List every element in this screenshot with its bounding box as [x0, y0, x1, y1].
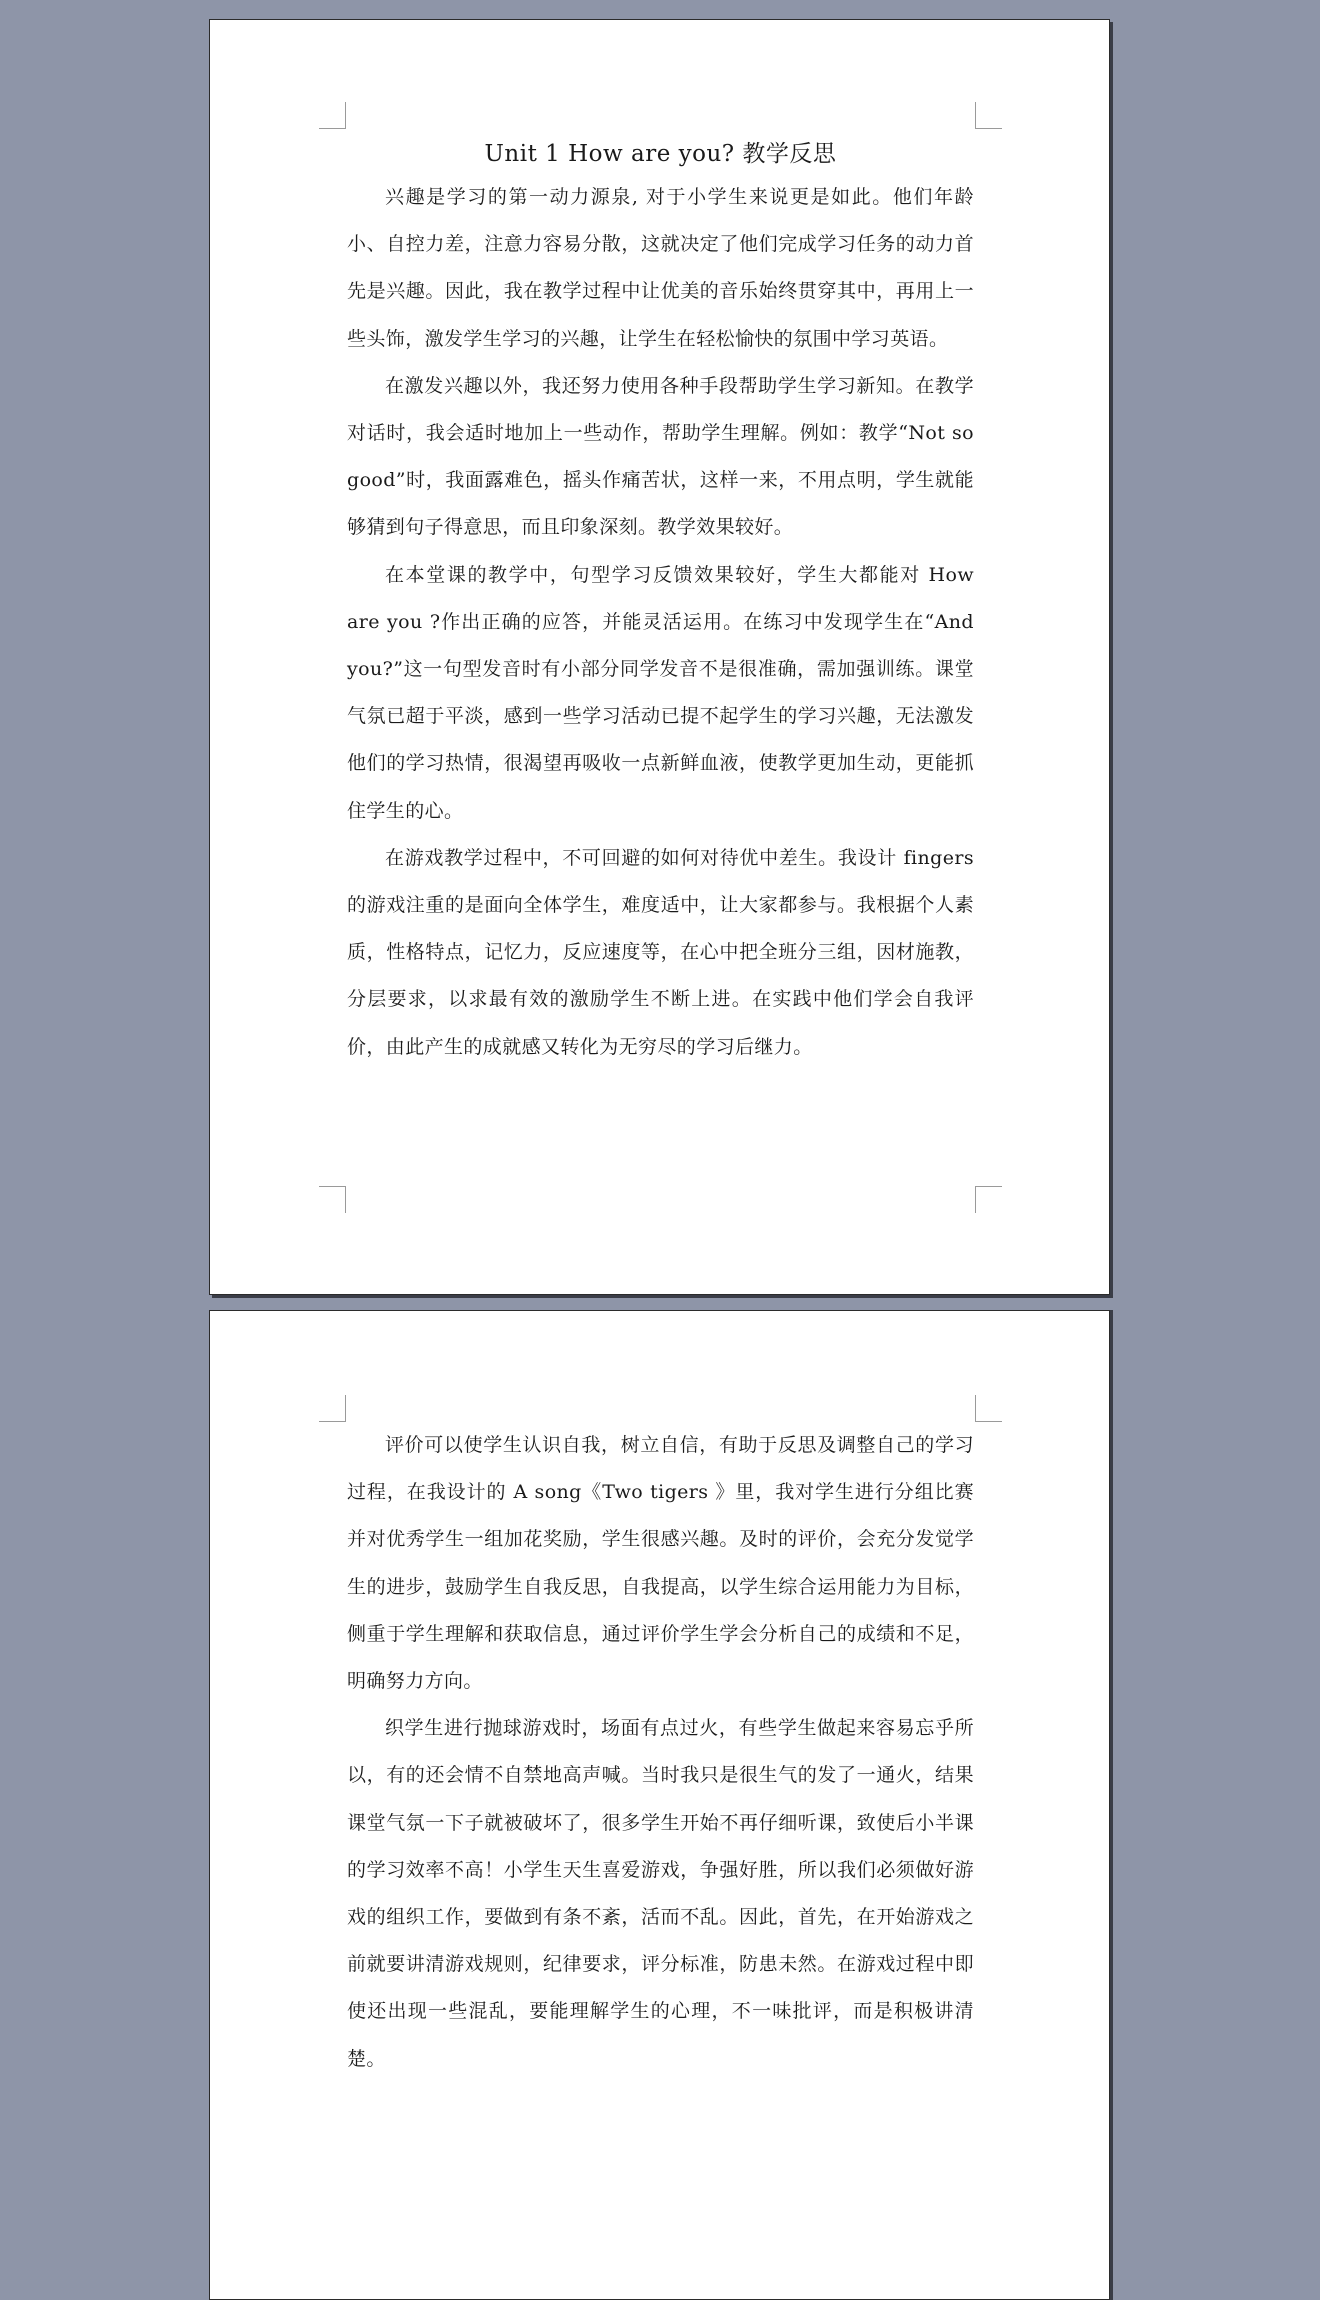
- paragraph: 评价可以使学生认识自我，树立自信，有助于反思及调整自己的学习过程，在我设计的 A song《Two tigers 》里，我对学生进行分组比赛并对优秀学生一组加花奖励，学生很感兴趣。及时的评价，会充分发觉学生的进步，鼓励学生自我反思，自我提高，以学生综合运用能力为目标，侧重于学生理解和获取信息，通过评价学生学会分析自己的成绩和不足，明确努力方向。: [347, 1434, 974, 1693]
- paragraph: 在激发兴趣以外，我还努力使用各种手段帮助学生学习新知。在教学对话时，我会适时地加上一些动作，帮助学生理解。例如：教学“Not so good”时，我面露难色，摇头作痛苦状，这样一来，不用点明，学生就能够猜到句子得意思，而且印象深刻。教学效果较好。: [347, 374, 974, 539]
- paragraph: 在本堂课的教学中，句型学习反馈效果较好，学生大都能对 How are you ?作出正确的应答，并能灵活运用。在练习中发现学生在“And you?”这一句型发音时有小部分同学发音不是很准确，需加强训练。课堂气氛已超于平淡，感到一些学习活动已提不起学生的学习兴趣，无法激发他们的学习热情，很渴望再吸收一点新鲜血液，使教学更加生动，更能抓住学生的心。: [347, 563, 974, 822]
- document-page-1: [209, 19, 1110, 1295]
- document-title: Unit 1 How are you? 教学反思: [484, 141, 837, 167]
- margin-corner-top-left: [319, 1395, 346, 1422]
- margin-corner-top-right: [975, 1395, 1002, 1422]
- paragraph: 织学生进行抛球游戏时，场面有点过火，有些学生做起来容易忘乎所以，有的还会情不自禁地高声喊。当时我只是很生气的发了一通火，结果课堂气氛一下子就被破坏了，很多学生开始不再仔细听课，致使后小半课的学习效率不高！小学生天生喜爱游戏，争强好胜，所以我们必须做好游戏的组织工作，要做到有条不紊，活而不乱。因此，首先，在开始游戏之前就要讲清游戏规则，纪律要求，评分标准，防患未然。在游戏过程中即使还出现一些混乱，要能理解学生的心理，不一味批评，而是积极讲清楚。: [347, 1717, 974, 2070]
- page-2-body[interactable]: [347, 1422, 974, 2083]
- document-page-2: [209, 1310, 1110, 2300]
- margin-corner-top-right: [975, 102, 1002, 129]
- paragraph: 在游戏教学过程中，不可回避的如何对待优中差生。我设计 fingers 的游戏注重的是面向全体学生，难度适中，让大家都参与。我根据个人素质，性格特点，记忆力，反应速度等，在心中把全班分三组，因材施教，分层要求，以求最有效的激励学生不断上进。在实践中他们学会自我评价，由此产生的成就感又转化为无穷尽的学习后继力。: [347, 846, 974, 1058]
- margin-corner-bottom-right: [975, 1186, 1002, 1213]
- page-1-body[interactable]: [347, 138, 974, 1071]
- paragraph: 兴趣是学习的第一动力源泉, 对于小学生来说更是如此。他们年龄小、自控力差，注意力容易分散，这就决定了他们完成学习任务的动力首先是兴趣。因此，我在教学过程中让优美的音乐始终贯穿其中，再用上一些头饰，激发学生学习的兴趣，让学生在轻松愉快的氛围中学习英语。: [347, 186, 974, 350]
- margin-corner-bottom-left: [319, 1186, 346, 1213]
- margin-corner-top-left: [319, 102, 346, 129]
